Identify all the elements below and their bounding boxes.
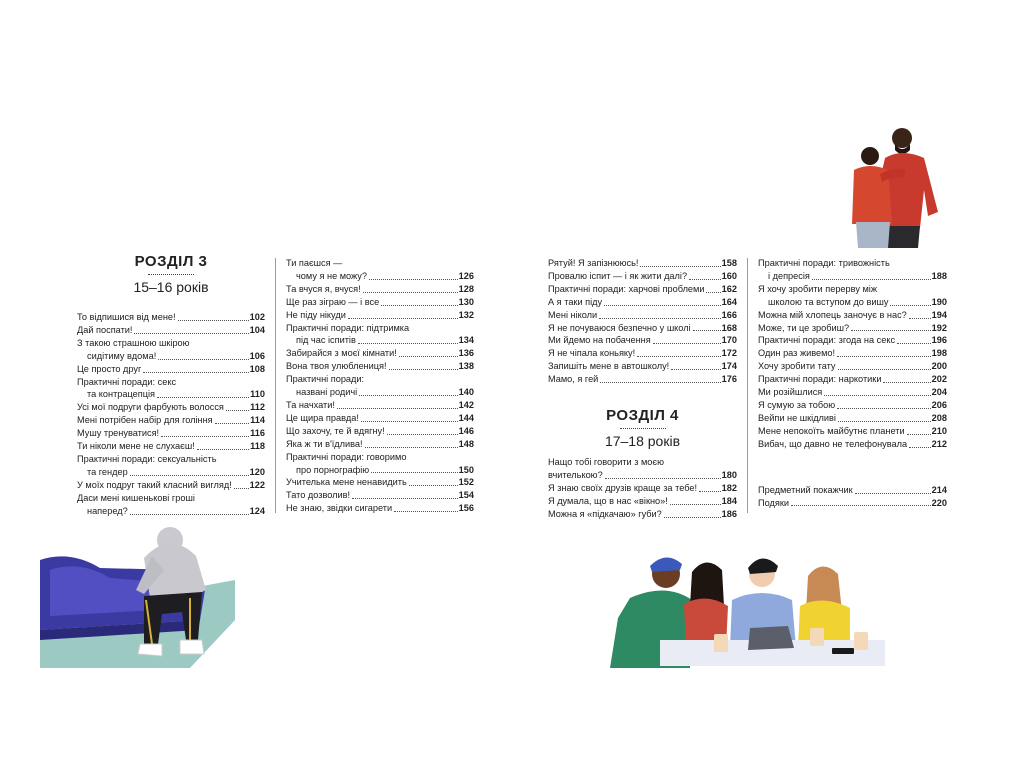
dot-leader xyxy=(389,369,458,370)
toc-entry-title-line: Практичні поради: секс xyxy=(77,376,177,387)
toc-entry-title: Запишіть мене в автошколу! xyxy=(548,361,670,372)
phone-icon xyxy=(832,648,854,654)
toc-entry-title: Мені потрібен набір для гоління xyxy=(77,415,213,426)
toc-entry-title-line: Даси мені кишенькові гроші xyxy=(77,492,195,503)
toc-page-number: 128 xyxy=(458,283,474,294)
toc-page-number: 152 xyxy=(458,477,474,488)
toc-entry-title: Усі мої подруги фарбують волосся xyxy=(77,402,224,413)
toc-page-number: 116 xyxy=(250,428,265,439)
toc-entry-title: Вибач, що давно не телефонувала xyxy=(758,438,908,449)
toc-entry-row xyxy=(77,350,265,363)
toc-column-a xyxy=(77,253,265,518)
toc-entry xyxy=(548,334,737,347)
head-icon xyxy=(861,147,879,165)
toc-entry-title: Мене непокоїть майбутнє планети xyxy=(758,425,905,436)
column-divider xyxy=(275,258,276,513)
toc-page-number: 158 xyxy=(721,258,737,268)
dot-leader xyxy=(197,449,249,450)
toc-entry xyxy=(548,360,737,373)
dot-leader xyxy=(637,356,720,357)
toc-entry-title: У моїх подруг такий класний вигляд! xyxy=(77,479,232,490)
spacer xyxy=(77,302,265,311)
toc-entry xyxy=(286,451,474,477)
toc-page-number: 120 xyxy=(249,466,265,477)
toc-entry-title: Це просто друг xyxy=(77,363,142,374)
toc-entry xyxy=(286,412,474,425)
toc-entry-title: Не знаю, звідки сигарети xyxy=(286,503,393,514)
toc-entry-title: сидітиму вдома! xyxy=(87,350,157,361)
toc-entry-title: Предметний покажчик xyxy=(758,484,853,495)
toc-page-number: 162 xyxy=(721,283,737,294)
toc-entry-title-line: Нащо тобі говорити з моєю xyxy=(548,457,664,468)
dot-leader xyxy=(883,382,930,383)
dot-leader xyxy=(359,395,457,396)
toc-list xyxy=(548,257,737,386)
toc-entry-title: та контрацепція xyxy=(87,389,156,400)
toc-entry-title: Я знаю своїх друзів краще за тебе! xyxy=(548,482,698,493)
toc-page-number: 188 xyxy=(931,270,947,281)
toc-page-number: 184 xyxy=(721,495,737,506)
toc-page-number: 144 xyxy=(458,412,474,423)
toc-entry xyxy=(758,373,947,386)
toc-entry-title-line: Практичні поради: сексуальність xyxy=(77,453,217,464)
toc-list xyxy=(286,257,474,515)
toc-entry-title: Провалю іспит — і як жити далі? xyxy=(548,270,688,281)
dot-leader xyxy=(791,505,931,506)
toc-entry xyxy=(758,484,947,497)
toc-entry-title-line: Практичні поради: xyxy=(286,374,365,385)
dot-leader xyxy=(161,436,249,437)
toc-page-number: 104 xyxy=(249,324,265,335)
toc-page-number: 208 xyxy=(931,412,947,423)
toc-entry-title: Ще раз зіграю — і все xyxy=(286,296,380,307)
toc-entry xyxy=(77,324,265,337)
toc-page-number: 186 xyxy=(721,508,737,519)
toc-page-number: 194 xyxy=(931,309,947,320)
toc-entry xyxy=(758,399,947,412)
toc-entry xyxy=(77,479,265,492)
spacer xyxy=(758,451,947,484)
toc-page-number: 198 xyxy=(931,348,947,359)
dot-leader xyxy=(130,475,249,476)
dot-leader xyxy=(907,434,931,435)
toc-page-number: 220 xyxy=(931,497,947,508)
toc-page-number: 148 xyxy=(458,438,474,449)
toc-page-number: 124 xyxy=(249,505,265,516)
toc-page-number: 108 xyxy=(249,363,265,374)
toc-entry-title: Практичні поради: згода на секс xyxy=(758,335,896,346)
toc-entry xyxy=(758,334,947,347)
toc-entry xyxy=(758,309,947,322)
toc-list xyxy=(548,456,737,521)
column-divider xyxy=(747,258,748,513)
dot-leader xyxy=(706,292,720,293)
toc-entry xyxy=(286,502,474,515)
toc-page-number: 142 xyxy=(458,399,474,410)
toc-page-number: 156 xyxy=(458,503,474,514)
toc-page-number: 172 xyxy=(721,348,737,359)
laptop-icon xyxy=(748,626,794,650)
chapter-3-title: РОЗДІЛ 3 xyxy=(134,253,208,270)
toc-entry xyxy=(77,414,265,427)
dot-leader xyxy=(143,372,248,373)
friends-at-table-illustration xyxy=(610,548,890,668)
dot-leader xyxy=(600,382,720,383)
toc-entry-title: школою та вступом до вишу xyxy=(768,296,889,307)
dot-leader xyxy=(824,395,930,396)
dot-leader xyxy=(409,485,458,486)
toc-entry-title: Можна я «підкачаю» губи? xyxy=(548,508,662,519)
toc-entry xyxy=(286,257,474,283)
toc-entry-title: Мушу тренуватися! xyxy=(77,428,160,439)
dot-leader xyxy=(381,305,457,306)
two-men-illustration xyxy=(840,120,950,250)
chapter-3-age-range: 15–16 років xyxy=(133,279,209,295)
toc-entry xyxy=(77,311,265,324)
toc-entry-title: Ми розійшлися xyxy=(758,387,823,398)
toc-entry-title: Практичні поради: харчові проблеми xyxy=(548,283,705,294)
toc-entry xyxy=(77,453,265,479)
toc-page-number: 204 xyxy=(931,387,947,398)
toc-page-number: 200 xyxy=(931,361,947,372)
heading-ornament xyxy=(620,428,666,429)
toc-entry xyxy=(548,257,737,270)
dot-leader xyxy=(158,359,248,360)
dot-leader xyxy=(812,279,931,280)
toc-entry-title: Практичні поради: наркотики xyxy=(758,374,882,385)
chapter-4-heading xyxy=(548,407,737,450)
toc-entry xyxy=(77,376,265,402)
dot-leader xyxy=(371,472,457,473)
dot-leader xyxy=(363,292,458,293)
toc-entry-row xyxy=(548,469,737,482)
chapter-4-age-range: 17–18 років xyxy=(604,433,681,450)
toc-column-b xyxy=(286,257,474,515)
toc-page-number: 134 xyxy=(458,335,474,346)
dot-leader xyxy=(640,266,720,267)
toc-page-number: 192 xyxy=(931,322,947,333)
toc-page-number: 212 xyxy=(931,438,947,449)
toc-entry-title: Я думала, що в нас «вікно»! xyxy=(548,495,668,506)
toc-entry-row xyxy=(77,505,265,518)
toc-entry-title: Забирайся з моєї кімнати! xyxy=(286,348,397,359)
toc-page-number: 102 xyxy=(249,312,265,322)
toc-entry-title: Та вчуся я, вчуся! xyxy=(286,283,361,294)
toc-entry-title: Подяки xyxy=(758,497,789,508)
dot-leader xyxy=(394,511,458,512)
chapter-4-title: РОЗДІЛ 4 xyxy=(606,407,679,425)
toc-entry-row xyxy=(758,296,947,309)
toc-page-number: 174 xyxy=(721,361,737,372)
toc-entry xyxy=(286,373,474,399)
cup-icon xyxy=(714,634,728,652)
dot-leader xyxy=(897,343,931,344)
toc-entry xyxy=(548,456,737,482)
toc-entry xyxy=(548,495,737,508)
toc-entry-title: Можна мій хлопець заночує в нас? xyxy=(758,309,907,320)
toc-entry-row xyxy=(758,270,947,283)
dot-leader xyxy=(837,408,931,409)
toc-page-number: 166 xyxy=(721,309,737,320)
dot-leader xyxy=(653,343,721,344)
toc-entry-title-line: Практичні поради: тривожність xyxy=(758,258,890,268)
toc-entry-title: Хочу зробити тату xyxy=(758,361,836,372)
toc-page-number: 130 xyxy=(458,296,474,307)
dot-leader xyxy=(664,517,721,518)
toc-page-number: 114 xyxy=(250,415,265,426)
toc-entry-title-line: З такою страшною шкірою xyxy=(77,337,190,348)
toc-entry-row xyxy=(286,334,474,347)
dot-leader xyxy=(365,447,458,448)
toc-entry-title: Це щира правда! xyxy=(286,412,359,423)
toc-entry-title: Може, ти це зробиш? xyxy=(758,322,850,333)
toc-entry-title: Яка ж ти в'їдлива! xyxy=(286,438,363,449)
toc-page-number: 132 xyxy=(458,309,474,320)
toc-entry xyxy=(758,347,947,360)
dot-leader xyxy=(234,488,249,489)
toc-page-number: 190 xyxy=(931,296,947,307)
toc-entry xyxy=(286,438,474,451)
toc-page-number: 136 xyxy=(458,348,474,359)
toc-list xyxy=(758,257,947,451)
toc-page-number: 180 xyxy=(721,469,737,480)
toc-entry xyxy=(286,360,474,373)
spacer xyxy=(548,386,737,407)
toc-entry xyxy=(286,399,474,412)
toc-entry xyxy=(758,425,947,438)
dot-leader xyxy=(215,423,250,424)
toc-entry-title: Вона твоя улюблениця! xyxy=(286,361,387,372)
toc-entry-title: Мамо, я гей xyxy=(548,374,599,385)
dot-leader xyxy=(851,330,931,331)
toc-entry-title: Ти ніколи мене не слухаєш! xyxy=(77,441,195,452)
dot-leader xyxy=(599,318,720,319)
dot-leader xyxy=(134,333,248,334)
toc-entry xyxy=(286,489,474,502)
toc-entry xyxy=(286,476,474,489)
dot-leader xyxy=(352,498,458,499)
toc-entry xyxy=(548,347,737,360)
dot-leader xyxy=(130,514,249,515)
toc-entry-title: та гендер xyxy=(87,466,128,477)
toc-entry xyxy=(548,296,737,309)
dot-leader xyxy=(387,434,458,435)
dot-leader xyxy=(157,397,249,398)
dot-leader xyxy=(348,318,458,319)
toc-entry-row xyxy=(77,466,265,479)
dot-leader xyxy=(838,369,931,370)
toc-entry xyxy=(548,482,737,495)
dot-leader xyxy=(838,421,931,422)
toc-entry xyxy=(77,363,265,376)
toc-entry-title-line: Практичні поради: підтримка xyxy=(286,322,410,333)
toc-column-d xyxy=(758,257,947,509)
toc-entry xyxy=(286,283,474,296)
toc-page-number: 118 xyxy=(250,441,265,452)
dot-leader xyxy=(855,493,931,494)
toc-entry-title-line: Я хочу зробити перерву між xyxy=(758,283,877,294)
heading-ornament xyxy=(148,274,194,275)
dot-leader xyxy=(358,343,458,344)
toc-page-number: 182 xyxy=(721,482,737,493)
toc-page-number: 122 xyxy=(249,479,265,490)
toc-page-number: 106 xyxy=(249,350,265,361)
dot-leader xyxy=(909,447,931,448)
toc-entry xyxy=(758,257,947,283)
toc-page-number: 140 xyxy=(458,387,474,398)
toc-entry-title: Та начхати! xyxy=(286,399,335,410)
dot-leader xyxy=(693,330,721,331)
dot-leader xyxy=(604,305,721,306)
dot-leader xyxy=(670,504,721,505)
dot-leader xyxy=(699,491,721,492)
toc-page-number: 176 xyxy=(721,374,737,385)
toc-entry-title: Ми йдемо на побачення xyxy=(548,335,651,346)
toc-page-number: 196 xyxy=(931,335,947,346)
toc-list xyxy=(77,311,265,518)
toc-entry xyxy=(548,373,737,386)
toc-entry-row xyxy=(286,464,474,477)
toc-entry xyxy=(758,412,947,425)
toc-entry-title: Дай поспати! xyxy=(77,324,133,335)
cup-icon xyxy=(854,632,868,650)
toc-page-number: 112 xyxy=(250,402,265,413)
toc-entry xyxy=(758,497,947,510)
toc-entry-title: То відпишися від мене! xyxy=(77,312,176,322)
toc-entry-title: Тато дозволив! xyxy=(286,490,351,501)
toc-entry xyxy=(286,322,474,348)
dot-leader xyxy=(671,369,720,370)
toc-entry-title: вчителькою? xyxy=(548,469,603,480)
toc-page-number: 164 xyxy=(721,296,737,307)
toc-page-number: 150 xyxy=(458,464,474,475)
toc-page-number: 206 xyxy=(931,399,947,410)
toc-entry xyxy=(548,270,737,283)
dot-leader xyxy=(605,478,721,479)
toc-entry-title: Один раз живемо! xyxy=(758,348,836,359)
toc-entry xyxy=(548,322,737,335)
dot-leader xyxy=(337,408,458,409)
toc-entry xyxy=(758,438,947,451)
toc-entry xyxy=(77,401,265,414)
toc-page-number: 168 xyxy=(721,322,737,333)
toc-entry xyxy=(77,337,265,363)
toc-entry-row xyxy=(286,386,474,399)
toc-entry-title: про порнографію xyxy=(296,464,370,475)
toc-page-number: 160 xyxy=(721,270,737,281)
toc-entry xyxy=(758,283,947,309)
toc-list xyxy=(758,484,947,510)
dot-leader xyxy=(909,318,931,319)
dot-leader xyxy=(226,410,249,411)
cup-icon xyxy=(810,628,824,646)
toc-entry-title: Що захочу, те й вдягну! xyxy=(286,425,385,436)
toc-entry-title: і депресія xyxy=(768,270,810,281)
toc-page-number: 202 xyxy=(931,374,947,385)
toc-entry xyxy=(758,322,947,335)
toc-entry-row xyxy=(286,270,474,283)
toc-entry-title: під час іспитів xyxy=(296,335,356,346)
toc-entry-title-line: Ти паєшся — xyxy=(286,258,343,268)
toc-column-c xyxy=(548,257,737,521)
toc-entry-row xyxy=(77,388,265,401)
toc-entry xyxy=(758,386,947,399)
toc-entry xyxy=(77,492,265,518)
dot-leader xyxy=(361,421,458,422)
dot-leader xyxy=(890,305,930,306)
toc-entry xyxy=(758,360,947,373)
toc-entry-title-line: Практичні поради: говоримо xyxy=(286,451,407,462)
toc-entry-title: Мені ніколи xyxy=(548,309,598,320)
toc-entry-title: Рятуй! Я запізнююсь! xyxy=(548,258,639,268)
toc-entry-title: А я таки піду xyxy=(548,296,603,307)
dot-leader xyxy=(369,279,458,280)
toc-entry xyxy=(548,508,737,521)
dot-leader xyxy=(399,356,458,357)
toc-page-number: 146 xyxy=(458,425,474,436)
dot-leader xyxy=(178,320,249,321)
toc-page-number: 126 xyxy=(458,270,474,281)
toc-entry-title: Учителька мене ненавидить xyxy=(286,477,407,488)
toc-entry xyxy=(286,296,474,309)
toc-entry xyxy=(286,309,474,322)
toc-entry-title: наперед? xyxy=(87,505,128,516)
toc-entry xyxy=(286,347,474,360)
dot-leader xyxy=(689,279,721,280)
toc-page-number: 110 xyxy=(250,389,265,400)
toc-entry xyxy=(77,427,265,440)
toc-entry-title: Я не почуваюся безпечно у школі xyxy=(548,322,691,333)
toc-entry xyxy=(77,440,265,453)
dot-leader xyxy=(837,356,931,357)
toc-entry xyxy=(286,425,474,438)
toc-entry-title: Я не чіпала коньяку! xyxy=(548,348,636,359)
toc-page-number: 170 xyxy=(721,335,737,346)
toc-entry-title: Я сумую за тобою xyxy=(758,399,836,410)
toc-entry-title: Вейпи не шкідливі xyxy=(758,412,836,423)
boy-on-bed-illustration xyxy=(40,520,235,668)
toc-entry-title: Не піду нікуди xyxy=(286,309,346,320)
toc-entry-title: чому я не можу? xyxy=(296,270,368,281)
toc-page-number: 154 xyxy=(458,490,474,501)
toc-entry xyxy=(548,283,737,296)
toc-entry-title: названі родичі xyxy=(296,387,358,398)
toc-page-number: 138 xyxy=(458,361,474,372)
toc-entry xyxy=(548,309,737,322)
toc-page-number: 214 xyxy=(931,484,947,495)
toc-page-number: 210 xyxy=(931,425,947,436)
chapter-3-heading xyxy=(77,253,265,296)
